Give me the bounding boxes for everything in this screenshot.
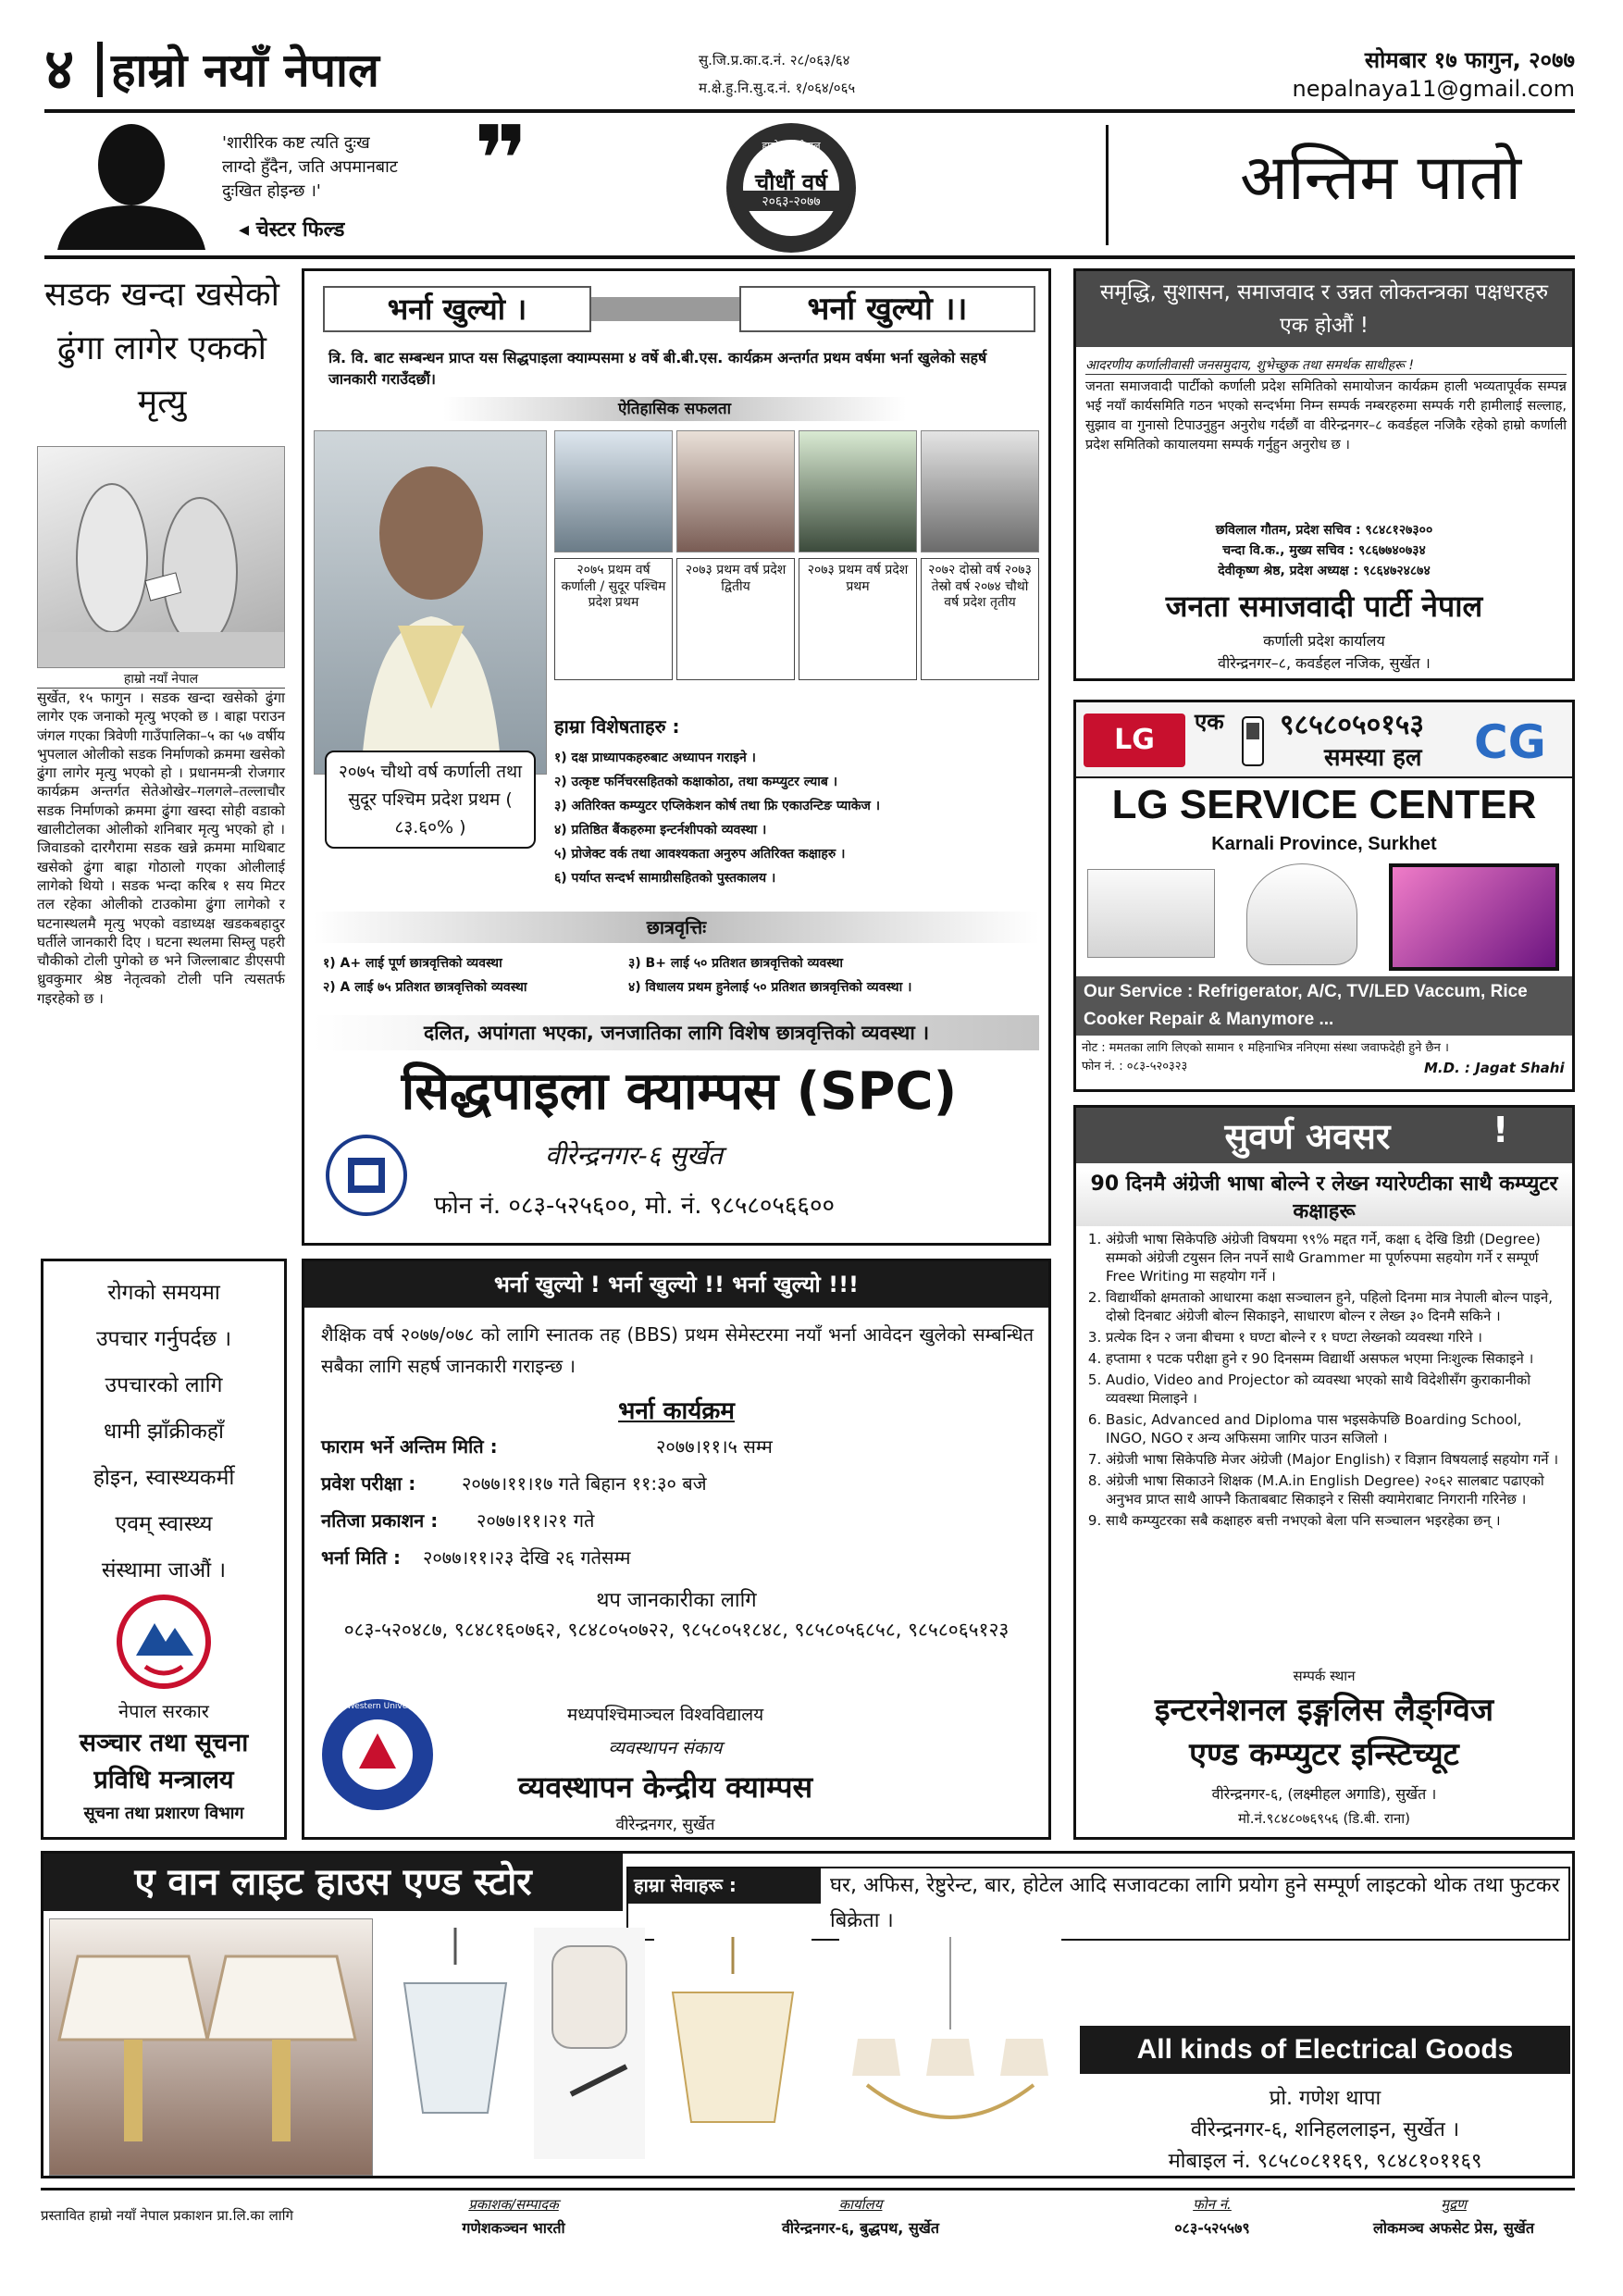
admission-right-text: भर्ना खुल्यो ।।	[807, 291, 968, 328]
nepal-emblem-icon	[108, 1591, 219, 1693]
quote-author	[239, 215, 344, 242]
schedule-4-value: २०७७।११।२३ देखि २६ गतेसम्म	[423, 1546, 631, 1569]
arrow-left-icon: ◂	[239, 218, 256, 242]
news-body: सुर्खेत, १५ फागुन । सडक खन्दा खसेको ढुंगा लागेर एक जनाको मृत्यु भएको छ । बाह्रा पराउन जंगल गएका त्रिवेणी गाउँपालिका–५ का ५७ वर्षीय भुपलाल ओलीको सडक निर्माणको क्रममा खसेको ढुंगा लागेर मृत्यु भएको हो । प्रधानमन्त्री रोजगार कार्यक्रम अन्तर्गत सेतेओखेर–गलगले–तल्लाचौर सडक निर्माणको क्रममा ढुंगा खस्दा सोही वडाको खालीटोलका ओलीको शनिबार मृत्यु भएको हो । जिवाडको दारगैरामा सडक खन्ने क्रममा माथिबाट खसेको ढुंगा बाह्रा गोठालो गएका ओलीलाई लागेको थियो । सडक भन्दा करिब १ सय मिटर तल रहेका ओलीको टाउकोमा ढुंगा लागेको र घटनास्थलमै मृत्यु भएको वडाध्यक्ष खडकबहादुर घर्तीले जानकारी दिए । घटना स्थलमा सिम्लु पहरी चौकीको टोली पुगेको छ भने जिल्लाबाट डीएसपी ध्रुवकुमार श्रेष्ठ नेतृत्वको टोली पनि त्यसतर्फ गइरहेको छ ।	[37, 689, 285, 1007]
contact-email: nepalnaya11@gmail.com	[1292, 76, 1575, 102]
jsp-contact-3: देवीकृष्ण श्रेष्ठ, प्रदेश अध्यक्ष : ९८६४७२४८७४	[1218, 564, 1431, 578]
health-line-7: संस्थामा जाऔं ।	[101, 1558, 227, 1582]
anniversary-badge	[712, 118, 870, 257]
student-photo-4	[921, 430, 1039, 552]
masthead: हाम्रो नयाँ नेपाल	[111, 43, 379, 97]
schedule-2-label: प्रवेश परीक्षा :	[321, 1472, 416, 1495]
news-photo	[37, 446, 285, 668]
features-title: हाम्रा विशेषताहरु :	[554, 715, 680, 738]
quote-line-2: लाग्दो हुँदैन, जति अपमानबाट	[222, 157, 398, 177]
jsp-greeting: आदरणीय कर्णालीवासी जनसमुदाय, शुभेच्छुक तथा समर्थक साथीहरू !	[1085, 356, 1567, 375]
golden-opportunity-title: सुवर्ण अवसर	[1132, 1111, 1483, 1160]
lg-md: M.D. : Jagat Shahi	[1424, 1060, 1565, 1076]
lg-subtitle: Karnali Province, Surkhet	[1211, 834, 1437, 854]
table-lamp-icon	[50, 1919, 373, 2176]
university-name: मध्यपश्चिमाञ्चल विश्वविद्यालय	[566, 1705, 764, 1725]
admission-banner-right	[739, 286, 1035, 332]
spc-campus-ad	[302, 268, 1051, 1246]
television-image	[1389, 863, 1559, 971]
bbs-address: वीरेन्द्रनगर, सुर्खेत	[615, 1816, 715, 1834]
student-caption-3: २०७३ प्रथम वर्ष प्रदेश प्रथम	[799, 558, 917, 680]
news-headline: सडक खन्दा खसेको ढुंगा लागेर एकको मृत्यु	[44, 276, 279, 421]
admission-left-text: भर्ना खुल्यो ।	[387, 292, 527, 327]
quote-mark-icon: ❞	[474, 105, 528, 214]
services-text: घर, अफिस, रेष्टुरेन्ट, बार, होटेल आदि सजावटका लागि प्रयोग हुने सम्पूर्ण लाइटको थोक तथा फुटकर बिक्रेता ।	[626, 1867, 1570, 1941]
electrical-goods: All kinds of Electrical Goods	[1080, 2026, 1570, 2074]
issue-date: सोमबार १७ फागुन, २०७७	[1364, 47, 1575, 73]
footer-phone-label: फोन नं.	[1193, 2196, 1232, 2213]
footer-press-label: मुद्रण	[1441, 2196, 1467, 2213]
scholarship-title: छात्रवृत्तिः	[314, 912, 1039, 943]
quote-author-name: चेस्टर फिल्ड	[255, 218, 345, 242]
topper-photo	[314, 430, 547, 775]
cg-logo: CG	[1474, 715, 1546, 769]
pendant-light-image	[839, 1937, 1061, 2168]
english-institute-ad	[1073, 1105, 1575, 1840]
spc-intro: त्रि. वि. बाट सम्बन्धन प्राप्त यस सिद्धपाइला क्याम्पसमा ४ वर्षे बी.बी.एस. कार्यक्रम अन्तर्गत प्रथम वर्षमा भर्ना खुलेको सहर्ष जानकारी गराउँदछौं।	[328, 349, 987, 388]
student-caption-4: २०७२ दोस्रो वर्ष २०७३ तेस्रो वर्ष २०७४ चौथो वर्ष प्रदेश तृतीय	[921, 558, 1039, 680]
badge-sub-text: २०६३-२०७७	[762, 194, 821, 209]
footer-phone-value: ०८३-५२५५७९	[1174, 2219, 1250, 2237]
institute-name-2: एण्ड कम्प्युटर इन्स्टिच्यूट	[1189, 1736, 1459, 1773]
bbs-admission-ad	[302, 1259, 1051, 1840]
feature-6: ६) पर्याप्त सन्दर्भ सामाग्रीसहितको पुस्तकालय ।	[554, 871, 776, 886]
jsp-party-name: जनता समाजवादी पार्टी नेपाल	[1165, 589, 1483, 624]
info-title: थप जानकारीका लागि	[596, 1589, 757, 1612]
lg-service-list: Our Service : Refrigerator, A/C, TV/LED Vaccum, Rice Cooker Repair & Manymore ...	[1076, 976, 1572, 1036]
header-rule	[44, 109, 1575, 113]
page-number: ४	[44, 35, 75, 103]
wall-lamp-icon	[534, 1928, 645, 2159]
scholarship-2: २) A लाई ७५ प्रतिशत छात्रवृत्तिको व्यवस्था	[323, 980, 527, 995]
student-photo-2	[676, 430, 795, 552]
student-photo-3	[799, 430, 917, 552]
schedule-3-value: २०७७।११।२१ गते	[477, 1509, 595, 1532]
lg-service-ad	[1073, 700, 1575, 1092]
special-scholarship: दलित, अपांगता भएका, जनजातिका लागि विशेष छात्रवृत्तिको व्यवस्था ।	[314, 1015, 1039, 1050]
author-silhouette	[48, 120, 215, 250]
schedule-1-value: २०७७।११।५ सम्म	[656, 1435, 773, 1458]
bbs-header: भर्ना खुल्यो ! भर्ना खुल्यो !! भर्ना खुल्यो !!!	[304, 1261, 1048, 1308]
header-divider	[97, 42, 103, 97]
table-lamps-image	[49, 1918, 373, 2176]
chandelier-image-2	[654, 1937, 812, 2159]
wall-lamp-image	[534, 1928, 645, 2159]
section-title: अन्तिम पातो	[1240, 142, 1522, 215]
badge-top-text: हाम्रो नयाँ नेपाल	[762, 140, 821, 152]
english-feature-8: 8. अंग्रेजी भाषा सिकाउने शिक्षक (M.A.in English Degree) २०६२ सालबाट पढाएको अनुभव प्राप्त साथै आफ्नै किताबबाट सिकाइने र सिसी क्यामेराबाट निगरानी गरिनेछ ।	[1106, 1471, 1563, 1508]
services-label: हाम्रा सेवाहरू :	[626, 1867, 821, 1904]
institute-address: वीरेन्द्रनगर-६, (लक्ष्मीहल अगाडि), सुर्खेत ।	[1211, 1785, 1437, 1803]
mobile-phone-icon	[1241, 715, 1265, 767]
english-feature-7: 7. अंग्रेजी भाषा सिकेपछि मेजर अंग्रेजी (Major English) र विज्ञान विषयलाई सहयोग गर्ने ।	[1106, 1450, 1563, 1469]
english-subtitle: 90 दिनमै अंग्रेजी भाषा बोल्ने र लेख्न ग्यारेण्टीका साथै कम्प्युटर कक्षाहरू	[1076, 1171, 1572, 1226]
health-line-2: उपचार गर्नुपर्दछ ।	[95, 1327, 232, 1351]
health-line-3: उपचारको लागि	[105, 1373, 223, 1397]
feet-photo-icon	[38, 447, 285, 668]
health-notice	[41, 1259, 287, 1840]
schedule-4-label: भर्ना मिति :	[321, 1546, 401, 1569]
quote-line-3: दुःखित होइन्छ ।'	[222, 181, 321, 201]
lighthouse-store-ad	[41, 1851, 1575, 2178]
schedule-2-value: २०७७।११।१७ गते बिहान ११:३० बजे	[462, 1472, 707, 1495]
health-line-1: रोगको समयमा	[107, 1281, 220, 1305]
english-feature-5: 5. Audio, Video and Projector को व्यवस्था भएको साथै विदेशीसँग कुराकानीको व्यवस्था मिलाइने ।	[1106, 1371, 1563, 1408]
campus-name: सिद्धपाइला क्याम्पस (SPC)	[401, 1061, 958, 1122]
pendant-light-icon	[839, 1937, 1061, 2168]
jsp-office: कर्णाली प्रदेश कार्यालय	[1263, 632, 1385, 650]
student-caption-2: २०७३ प्रथम वर्ष प्रदेश द्वितीय	[676, 558, 795, 680]
jsp-body: जनता समाजवादी पार्टीको कर्णाली प्रदेश समितिको समायोजन कार्यक्रम हाली भव्यतापूर्वक सम्पन्न भई नयाँ कार्यसमिति गठन भएको सन्दर्भमा निम्न सम्पर्क नम्बरहरुमा सम्पर्क गरी हामीलाई सल्लाह, सुझाव वा गुनासो टिपाउनुहुन अनुरोध गर्दछौं वा वीरेन्द्रनगर–८ कवर्डहल नजिकै रहेको हाम्रो कर्णाली प्रदेश समितिको कायालयमा सम्पर्क गर्नुहुन अनुरोध छ ।	[1085, 379, 1567, 453]
footer-office-value: वीरेन्द्रनगर-६, बुद्धपथ, सुर्खेत	[782, 2219, 939, 2237]
feature-2: २) उत्कृष्ट फर्निचरसहितको कक्षाकोठा, तथा कम्प्युटर ल्याब ।	[554, 775, 838, 789]
english-feature-4: 4. हप्तामा १ पटक परीक्षा हुने र 90 दिनसम्म विद्यार्थी असफल भएमा निःशुल्क सिकाइने ।	[1106, 1349, 1563, 1368]
institute-phone: मो.नं.९८४८०७६९५६ (डि.बी. राना)	[1237, 1810, 1411, 1827]
student-photo-icon	[315, 431, 547, 775]
program-title: भर्ना कार्यक्रम	[618, 1397, 735, 1425]
air-conditioner-image	[1087, 869, 1215, 958]
footer-press-value: लोकमञ्च अफसेट प्रेस, सुर्खेत	[1373, 2219, 1534, 2237]
schedule-3-label: नतिजा प्रकाशन :	[321, 1509, 439, 1532]
institute-name-1: इन्टरनेशनल इङ्गलिस लैङ्ग्विज	[1154, 1692, 1494, 1729]
lg-solution: समस्या हल	[1324, 744, 1422, 772]
health-line-4: धामी झाँक्रीकहाँ	[104, 1420, 224, 1444]
registration-2: म.क्षे.हु.नि.सु.द.नं. १/०६४/०६५	[699, 80, 856, 96]
gov-label: नेपाल सरकार	[118, 1700, 209, 1722]
campus-logo-icon	[325, 1134, 408, 1217]
info-phones: ०८३-५२०४८७, ९८४८१६०७६२, ९८४८०५०७२२, ९८५८०५१८४८, ९८५८०५६८५८, ९८५८०६५१२३	[343, 1619, 1010, 1641]
jsp-location: वीरेन्द्रनगर–८, कवर्डहल नजिक, सुर्खेत ।	[1218, 654, 1431, 672]
campus-address: वीरेन्द्रनगर-६ सुर्खेत	[545, 1140, 723, 1171]
student-photo-1	[554, 430, 673, 552]
feature-5: ५) प्रोजेक्ट वर्क तथा आवश्यकता अनुरुप अतिरिक्त कक्षाहरु ।	[554, 847, 846, 862]
lg-logo	[1084, 714, 1185, 767]
feature-3: ३) अतिरिक्त कम्प्युटर एप्लिकेशन कोर्ष तथा फ्रि एकाउन्टिङ प्याकेज ।	[554, 799, 881, 813]
rice-cooker-image	[1246, 863, 1357, 965]
scholarship-4: ४) विधालय प्रथम हुनेलाई ५० प्रतिशत छात्रवृत्तिको व्यवस्था ।	[628, 980, 912, 995]
chandelier-image-1	[386, 1928, 525, 2159]
english-feature-2: 2. विद्यार्थीको क्षमताको आधारमा कक्षा सञ्चालन हुने, पहिलो दिनमा मात्र नेपाली बोल्न पाइने, दोस्रो दिनबाट अंग्रेजी बोल्न सिकाइने, साधारण बोल्न र लेख्न ३० दिनमै सकिने ।	[1106, 1288, 1563, 1325]
store-address: वीरेन्द्रनगर-६, शनिहललाइन, सुर्खेत ।	[1190, 2118, 1460, 2141]
seal-text: Mid-Western University	[328, 1702, 427, 1711]
footer-publisher-label: प्रकाशक/सम्पादक	[468, 2196, 559, 2213]
feature-1: १) दक्ष प्राध्यापकहरुबाट अध्यापन गराइने ।	[554, 751, 756, 765]
english-feature-3: 3. प्रत्येक दिन २ जना बीचमा १ घण्टा बोल्ने र १ घण्टा लेख्नको व्यवस्था गरिने ।	[1106, 1328, 1563, 1347]
admission-banner-left	[323, 286, 591, 332]
management-campus: व्यवस्थापन केन्द्रीय क्याम्पस	[517, 1769, 813, 1805]
crystal-chandelier-icon	[654, 1937, 812, 2159]
lg-note: नोट : ममतका लागि लिएको सामान १ महिनाभित्र ननिएमा संस्था जवाफदेही हुने छैन । फोन नं. : ०८३-५२०३२३	[1082, 1041, 1449, 1074]
registration-1: सु.जि.प्र.का.द.नं. २८/०६३/६४	[699, 52, 850, 68]
english-feature-9: 9. साथै कम्प्युटरका सबै कक्षाहरु बत्ती नभएको बेला पनि सञ्चालन भइरहेका छन् ।	[1106, 1511, 1563, 1530]
lg-title: LG SERVICE CENTER	[1111, 782, 1537, 827]
bbs-intro: शैक्षिक वर्ष २०७७/०७८ को लागि स्नातक तह (BBS) प्रथम सेमेस्टरमा नयाँ भर्ना आवेदन खुलेको सम्बन्धित सबैका लागि सहर्ष जानकारी गराइन्छ ।	[321, 1323, 1034, 1377]
chandelier-icon	[386, 1928, 525, 2159]
student-caption-1: २०७५ प्रथम वर्ष कर्णाली / सुदूर पश्चिम प्रदेश प्रथम	[554, 558, 673, 680]
campus-phone: फोन नं. ०८३-५२५६००, मो. नं. ९८५८०५६६००	[434, 1192, 835, 1220]
health-line-5: होइन, स्वास्थ्यकर्मी	[93, 1466, 235, 1490]
jsp-slogan: समृद्धि, सुशासन, समाजवाद र उन्नत लोकतन्त्रका पक्षधरहरु एक होऔं !	[1076, 271, 1572, 347]
faculty-name: व्यवस्थापन संकाय	[608, 1738, 723, 1758]
publisher-note: प्रस्तावित हाम्रो नयाँ नेपाल प्रकाशन प्रा.लि.का लागि	[41, 2207, 293, 2224]
badge-main-text: चौधौं वर्ष	[754, 169, 827, 195]
jsp-contact-2: चन्दा वि.क., मुख्य सचिव : ९८६७७४०७३४	[1222, 543, 1426, 558]
section-divider	[1106, 125, 1109, 245]
golden-opportunity-excl: !	[1493, 1110, 1509, 1150]
schedule-1-label: फाराम भर्ने अन्तिम मिति :	[321, 1435, 498, 1458]
english-feature-list	[1082, 1230, 1563, 1533]
footer-rule	[41, 2188, 1575, 2191]
photo-credit: हाम्रो नयाँ नेपाल	[37, 670, 285, 689]
jsp-contact-1: छविलाल गौतम, प्रदेश सचिव : ९८४८१२७३००	[1215, 523, 1433, 538]
store-mobile: मोबाइल नं. ९८५८०८११६९, ९८४८१०११६९	[1168, 2150, 1482, 2173]
feature-4: ४) प्रतिष्ठित बैंकहरुमा इन्टर्नशीपको व्यवस्था ।	[554, 823, 767, 838]
store-name: ए वान लाइट हाउस एण्ड स्टोर	[43, 1854, 623, 1911]
banner-stripe	[591, 297, 739, 321]
jsp-party-ad	[1073, 268, 1575, 681]
lg-logo-text: LG	[1114, 724, 1155, 756]
english-feature-6: 6. Basic, Advanced and Diploma पास भइसकेपछि Boarding School, INGO, NGO र अन्य अफिसमा जागिर पाउन सजिलो ।	[1106, 1410, 1563, 1447]
english-feature-1: 1. अंग्रेजी भाषा सिकेपछि अंग्रेजी विषयमा ९९% मद्दत गर्ने, कक्षा ६ देखि डिग्री (Degree) सम्मको अंग्रेजी टयुसन लिन नपर्ने साथै Grammer मा पूर्णरुपमा सहयोग गर्ने र सम्पूर्ण Free Writing मा सहयोग गर्ने ।	[1106, 1230, 1563, 1285]
ministry-line-1: सञ्चार तथा सूचना	[79, 1729, 249, 1757]
history-title: ऐतिहासिक सफलता	[443, 397, 906, 421]
health-line-6: एवम् स्वास्थ्य	[115, 1512, 213, 1536]
ministry-dept: सूचना तथा प्रशारण विभाग	[83, 1804, 244, 1823]
topper-note: २०७५ चौथो वर्ष कर्णाली तथा सुदूर पश्चिम प्रदेश प्रथम ( ८३.६०% )	[325, 751, 536, 849]
footer-office-label: कार्यालय	[838, 2196, 883, 2213]
header-bottom-rule	[44, 255, 1575, 259]
lg-one: एक	[1195, 709, 1224, 735]
quote-line-1: 'शारीरिक कष्ट त्यति दुःख	[222, 133, 370, 153]
ministry-line-2: प्रविधि मन्त्रालय	[93, 1766, 234, 1794]
scholarship-3: ३) B+ लाई ५० प्रतिशत छात्रवृत्तिको व्यवस्था	[628, 956, 844, 971]
lg-phone-number: ९८५८०५०१५३	[1280, 709, 1424, 741]
proprietor: प्रो. गणेश थापा	[1269, 2087, 1381, 2110]
scholarship-1: १) A+ लाई पूर्ण छात्रवृत्तिको व्यवस्था	[323, 956, 502, 971]
contact-label: सम्पर्क स्थान	[1293, 1668, 1356, 1684]
footer-publisher-value: गणेशकञ्चन भारती	[462, 2219, 565, 2237]
